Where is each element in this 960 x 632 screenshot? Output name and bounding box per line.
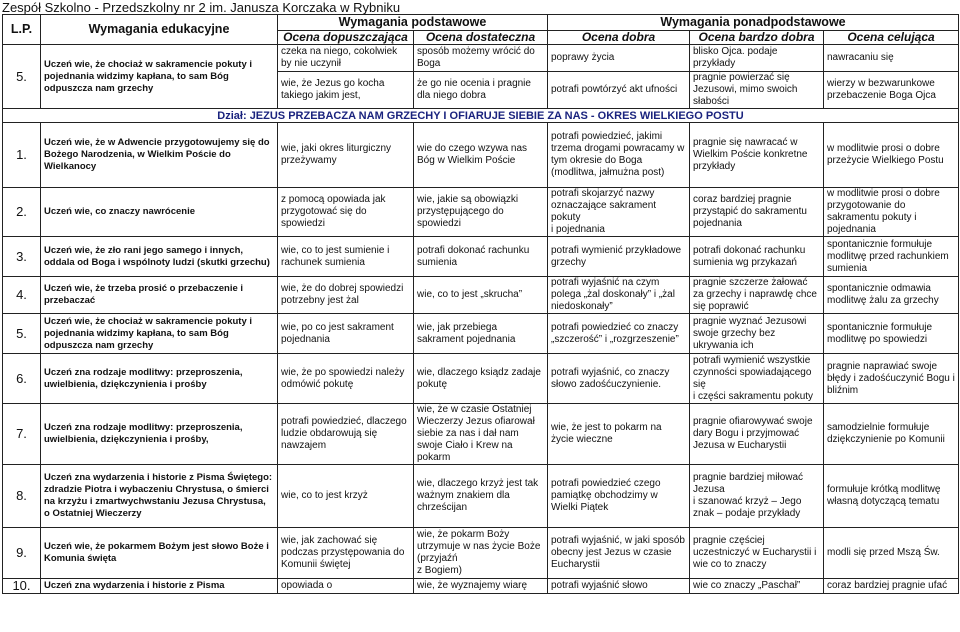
grade-cell: że go nie ocenia i pragnie dla niego dobra xyxy=(414,72,548,109)
grade-cell: potrafi powtórzyć akt ufności xyxy=(548,72,690,109)
grade-cell: wie, jak zachować się podczas przystępowania do Komunii świętej xyxy=(278,528,414,579)
grade-cell: potrafi skojarzyć nazwy oznaczające sakrament pokuty i pojednania xyxy=(548,188,690,237)
row-number: 8. xyxy=(3,465,41,528)
row-number: 10. xyxy=(3,579,41,594)
row-number: 3. xyxy=(3,237,41,277)
table-row xyxy=(3,123,959,188)
grade-header: Ocena celująca xyxy=(824,31,959,45)
grade-cell: z pomocą opowiada jak przygotować się do spowiedzi xyxy=(278,188,414,237)
grade-cell: potrafi wyjaśnić, w jaki sposób obecny jest Jezus w czasie Eucharystii xyxy=(548,528,690,579)
requirement-cell: Uczeń wie, że chociaż w sakramencie pokuty i pojednania widzimy kapłana, to sam Bóg odpuszcza nam grzechy xyxy=(41,45,278,109)
grade-cell: wie, że po spowiedzi należy odmówić pokutę xyxy=(278,354,414,404)
table-row xyxy=(3,354,959,404)
requirement-cell: Uczeń zna rodzaje modlitwy: przeproszenia, uwielbienia, dziękczynienia i prośby, xyxy=(41,404,278,465)
row-number: 6. xyxy=(3,354,41,404)
requirement-cell: Uczeń zna wydarzenia i historie z Pisma xyxy=(41,579,278,594)
school-header: Zespół Szkolno - Przedszkolny nr 2 im. Janusza Korczaka w Rybniku xyxy=(2,0,401,15)
grade-cell: blisko Ojca. podaje przykłady xyxy=(690,45,824,72)
grade-cell: pragnie ofiarowywać swoje dary Bogu i przyjmować Jezusa w Eucharystii xyxy=(690,404,824,465)
table-row xyxy=(3,528,959,579)
grade-cell: coraz bardziej pragnie ufać xyxy=(824,579,959,594)
basic-header: Wymagania podstawowe xyxy=(278,15,548,31)
section-title: Dział: JEZUS PRZEBACZA NAM GRZECHY I OFIARUJE SIEBIE ZA NAS - OKRES WIELKIEGO POSTU xyxy=(3,109,959,123)
grade-cell: formułuje krótką modlitwę własną dotyczącą tematu xyxy=(824,465,959,528)
grade-cell: w modlitwie prosi o dobre przygotowanie do sakramentu pokuty i pojednania xyxy=(824,188,959,237)
row-number: 5. xyxy=(3,45,41,109)
grade-cell: potrafi dokonać rachunku sumienia xyxy=(414,237,548,277)
grade-cell: pragnie wyznać Jezusowi swoje grzechy bez ukrywania ich xyxy=(690,314,824,354)
table-row xyxy=(3,314,959,354)
grade-cell: wie, że wyznajemy wiarę xyxy=(414,579,548,594)
table-row xyxy=(3,404,959,465)
grade-cell: wie, jak przebiega sakrament pojednania xyxy=(414,314,548,354)
row-number: 1. xyxy=(3,123,41,188)
grade-cell: wie, dlaczego krzyż jest tak ważnym znakiem dla chrześcijan xyxy=(414,465,548,528)
grade-cell: spontanicznie formułuje modlitwę po spowiedzi xyxy=(824,314,959,354)
grade-cell: w modlitwie prosi o dobre przeżycie Wielkiego Postu xyxy=(824,123,959,188)
row-number: 5. xyxy=(3,314,41,354)
header-row xyxy=(3,15,959,31)
grade-cell: czeka na niego, cokolwiek by nie uczynił xyxy=(278,45,414,72)
requirements-header: Wymagania edukacyjne xyxy=(41,15,278,45)
grade-cell: potrafi powiedzieć, dlaczego ludzie obdarowują się nawzajem xyxy=(278,404,414,465)
requirement-cell: Uczeń wie, co znaczy nawrócenie xyxy=(41,188,278,237)
grade-cell: pragnie naprawiać swoje błędy i zadośćuczynić Bogu i bliźnim xyxy=(824,354,959,404)
grade-cell: wie, że jest to pokarm na życie wieczne xyxy=(548,404,690,465)
grade-cell: coraz bardziej pragnie przystąpić do sakramentu pojednania xyxy=(690,188,824,237)
requirement-cell: Uczeń zna rodzaje modlitwy: przeproszenia, uwielbienia, dziękczynienia i prośby xyxy=(41,354,278,404)
rows-body xyxy=(3,123,959,594)
grade-cell: poprawy życia xyxy=(548,45,690,72)
grade-cell: sposób możemy wrócić do Boga xyxy=(414,45,548,72)
requirement-cell: Uczeń zna wydarzenia i historie z Pisma Świętego: zdradzie Piotra i wybaczeniu Chrystusa, o śmierci na krzyżu i zmartwychwstaniu Jezusa Chrystusa, o Ostatniej Wieczerzy xyxy=(41,465,278,528)
grade-cell: potrafi wyjaśnić, co znaczy słowo zadośćuczynienie. xyxy=(548,354,690,404)
grade-cell: wie, jakie są obowiązki przystępującego do spowiedzi xyxy=(414,188,548,237)
requirements-table xyxy=(2,14,959,594)
requirement-cell: Uczeń wie, że chociaż w sakramencie pokuty i pojednania widzimy kapłana, to sam Bóg odpuszcza nam grzechy xyxy=(41,314,278,354)
grade-cell: pragnie częściej uczestniczyć w Eucharystii i wie co to znaczy xyxy=(690,528,824,579)
requirement-cell: Uczeń wie, że trzeba prosić o przebaczenie i przebaczać xyxy=(41,277,278,314)
table-row xyxy=(3,579,959,594)
table-row xyxy=(3,277,959,314)
grade-cell: pragnie powierzać się Jezusowi, mimo swoich słabości xyxy=(690,72,824,109)
row-number: 7. xyxy=(3,404,41,465)
grade-cell: pragnie się nawracać w Wielkim Poście konkretne przykłady xyxy=(690,123,824,188)
grade-cell: potrafi powiedzieć, jakimi trzema drogami powracamy w tym okresie do Boga (modlitwa, jałmużna post) xyxy=(548,123,690,188)
grade-header: Ocena dostateczna xyxy=(414,31,548,45)
row-number: 4. xyxy=(3,277,41,314)
table-row xyxy=(3,465,959,528)
table-row xyxy=(3,188,959,237)
grade-cell: potrafi wyjaśnić słowo xyxy=(548,579,690,594)
grade-header: Ocena bardzo dobra xyxy=(690,31,824,45)
grade-cell: pragnie szczerze żałować za grzechy i naprawdę chce się poprawić xyxy=(690,277,824,314)
row-number: 2. xyxy=(3,188,41,237)
grade-cell: samodzielnie formułuje dziękczynienie po Komunii xyxy=(824,404,959,465)
row-number: 9. xyxy=(3,528,41,579)
grade-cell: wie, jaki okres liturgiczny przeżywamy xyxy=(278,123,414,188)
grade-cell: potrafi powiedzieć co znaczy „szczerość” i „rozgrzeszenie” xyxy=(548,314,690,354)
grade-header: Ocena dopuszczająca xyxy=(278,31,414,45)
section-row xyxy=(3,109,959,123)
grade-cell: wie, co to jest „skrucha” xyxy=(414,277,548,314)
grade-cell: potrafi dokonać rachunku sumienia wg przykazań xyxy=(690,237,824,277)
requirement-cell: Uczeń wie, że pokarmem Bożym jest słowo Boże i Komunia święta xyxy=(41,528,278,579)
grade-cell: pragnie bardziej miłować Jezusa i szanować krzyż – Jego znak – podaje przykłady xyxy=(690,465,824,528)
grade-cell: potrafi powiedzieć czego pamiątkę obchodzimy w Wielki Piątek xyxy=(548,465,690,528)
requirement-cell: Uczeń wie, że zło rani jego samego i innych, oddala od Boga i wspólnoty ludzi (skutki grzechu) xyxy=(41,237,278,277)
table-row xyxy=(3,45,959,72)
grade-cell: potrafi wymienić wszystkie czynności spowiadającego się i części sakramentu pokuty xyxy=(690,354,824,404)
grade-cell: opowiada o xyxy=(278,579,414,594)
grade-cell: spontanicznie formułuje modlitwę przed rachunkiem sumienia xyxy=(824,237,959,277)
grade-header: Ocena dobra xyxy=(548,31,690,45)
grade-cell: wie, że pokarm Boży utrzymuje w nas życie Boże (przyjaźń z Bogiem) xyxy=(414,528,548,579)
grade-cell: potrafi wymienić przykładowe grzechy xyxy=(548,237,690,277)
grade-cell: nawracaniu się xyxy=(824,45,959,72)
grade-cell: wie, że do dobrej spowiedzi potrzebny jest żal xyxy=(278,277,414,314)
extended-header: Wymagania ponadpodstawowe xyxy=(548,15,959,31)
grade-cell: wie, po co jest sakrament pojednania xyxy=(278,314,414,354)
grade-cell: modli się przed Mszą Św. xyxy=(824,528,959,579)
grade-cell: wie, że Jezus go kocha takiego jakim jest, xyxy=(278,72,414,109)
lp-header: L.P. xyxy=(3,15,41,45)
grade-cell: spontanicznie odmawia modlitwę żalu za grzechy xyxy=(824,277,959,314)
grade-cell: wie, dlaczego ksiądz zadaje pokutę xyxy=(414,354,548,404)
grade-cell: wie co znaczy „Paschał” xyxy=(690,579,824,594)
grade-cell: wie, co to jest krzyż xyxy=(278,465,414,528)
requirement-cell: Uczeń wie, że w Adwencie przygotowujemy się do Bożego Narodzenia, w Wielkim Poście do Wielkanocy xyxy=(41,123,278,188)
grade-cell: wierzy w bezwarunkowe przebaczenie Boga Ojca xyxy=(824,72,959,109)
table-row xyxy=(3,237,959,277)
grade-cell: wie, co to jest sumienie i rachunek sumienia xyxy=(278,237,414,277)
grade-cell: potrafi wyjaśnić na czym polega „żal doskonały” i „żal niedoskonały” xyxy=(548,277,690,314)
grade-cell: wie, że w czasie Ostatniej Wieczerzy Jezus ofiarował siebie za nas i dał nam swoje Ciało i Krew na pokarm xyxy=(414,404,548,465)
grade-cell: wie do czego wzywa nas Bóg w Wielkim Poście xyxy=(414,123,548,188)
